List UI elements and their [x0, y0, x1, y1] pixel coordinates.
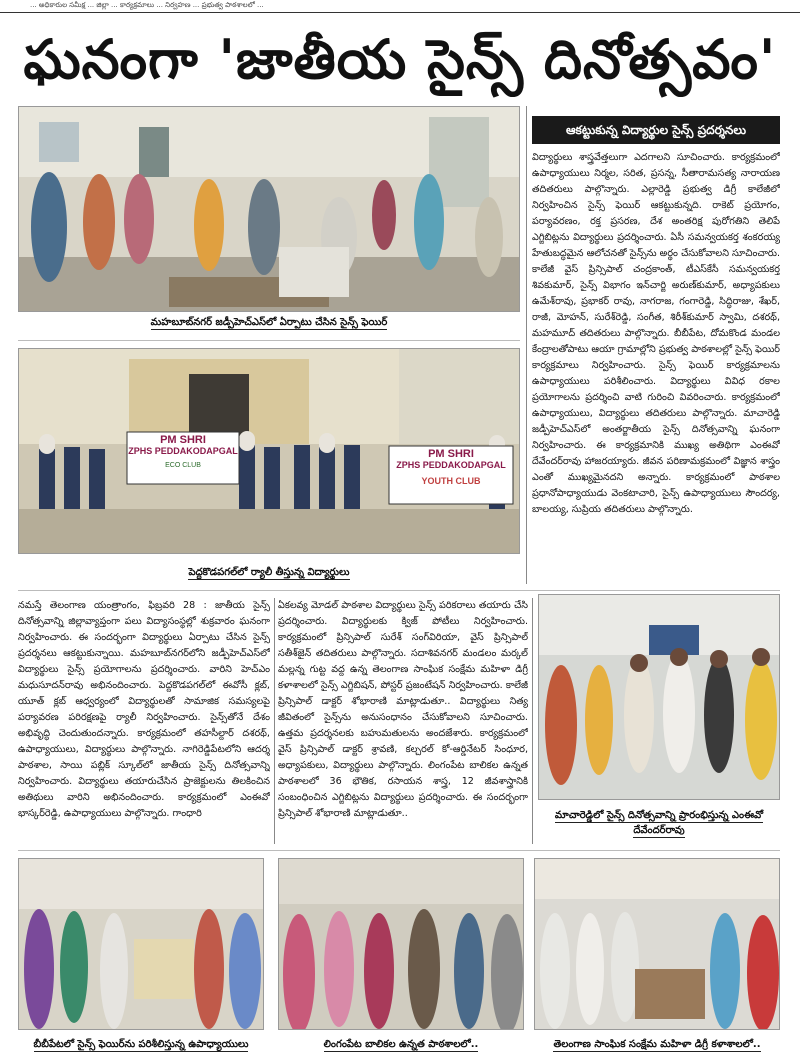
- article-middle-column: [278, 598, 528, 846]
- caption-photo3: [538, 808, 780, 838]
- banner-right-subtitle: ZPHS PEDDAKODAPGAL: [396, 460, 506, 470]
- top-strip: ... అధికారుల సమీక్ష ... జిల్లా ... కార్యక్రమాలు ... నిర్వహణ ... ప్రభుత్వ పాఠశాలలో ...: [30, 1, 264, 9]
- headline: ఘనంగా 'జాతీయ సైన్స్ దినోత్సవం': [23, 28, 777, 91]
- caption-photo6-text: తెలంగాణ సాంఘిక సంక్షేమ మహిళా డిగ్రీ కళాశాలలో..: [553, 1039, 761, 1050]
- caption-photo2: [18, 566, 520, 580]
- left-column-text: నమస్తే తెలంగాణ యంత్రాంగం, ఫిబ్రవరి 28 : జాతీయ సైన్స్ దినోత్సవాన్ని జిల్లావ్యాప్తంగా పలు విద్యాసంస్థల్లో శుక్రవారం ఘనంగా నిర్వహించారు. ఈ సందర్భంగా విద్యార్థులు ఏర్పాటు చేసిన సైన్స్ ప్రదర్శనలు ఆకట్టుకున్నాయి. మహబూబ్‌నగర్‌లోని జడ్పీహెచ్‌ఎస్‌లో విద్యార్థులు సైన్స్ ప్రయోగాలను ప్రదర్శించారు. వారిని హెచ్‌ఎం మధుసూదన్‌రావు అభినందించారు. పెద్దకొడపగల్‌లో ఈవోసీ క్లబ్, యూత్ క్లబ్ ఆధ్వర్యంలో విద్యార్థులతో సామాజిక సమస్యలపై పర్యావరణ పరిరక్షణపై ర్యాలీ నిర్వహించారు. సైన్స్‌తోనే దేశం అభివృద్ధి చెందుతుందన్నారు. కార్యక్రమంలో తహసీల్దార్ దశరథ్, ఉపాధ్యాయులు, విద్యార్థులు పాల్గొన్నారు. నాగిరెడ్డిపేటలోని ఆదర్శ పాఠశాల, సాయి పబ్లిక్ స్కూల్‌లో జాతీయ సైన్స్ దినోత్సవాన్ని నిర్వహించారు. విద్యార్థులు తయారుచేసిన ప్రాజెక్టులను తిలకించిన అతిథులు వారిని అభినందించారు. కార్యక్రమంలో ఎంఈవో భాస్కర్‌రెడ్డి, ఉపాధ్యాయులు పాల్గొన్నారు. గాంధారి: [18, 600, 270, 819]
- top-rule: [0, 12, 800, 13]
- right-column-text: విద్యార్థులు శాస్త్రవేత్తలుగా ఎదగాలని సూచించారు. కార్యక్రమంలో ఉపాధ్యాయులు నిర్మల, సరిత, ప్రసన్న, సీతారామసత్య నారాయణ తదితరులు పాల్గొన్నారు. ఎల్లారెడ్డి ప్రభుత్వ డిగ్రీ కాలేజీలో నిర్వహించిన సైన్స్ ఫెయిర్ ఆకట్టుకున్నది. రాకెట్ ప్రయోగం, పర్యావరణం, రక్త ప్రసరణ, దేశ అంతరిక్ష పురోగతిని తెలిపే ఎగ్జిబిట్లను విద్యార్థులు ప్రదర్శించారు. ఏసీ సమన్వయకర్త శంకరయ్య హేతుబద్ధమైన ఆలోచనతో సైన్స్‌ను అర్థం చేసుకోవాలని సూచించారు. కాలేజీ వైస్ ప్రిన్సిపాల్ చంద్రకాంత్, టీఎస్‌కేసీ సమన్వయకర్త శివకుమార్, సైన్స్ విభాగం ఇన్‌చార్జి అరుణ్‌కుమార్, అధ్యాపకులు ఉమేశ్‌రావు, ప్రభాకర్ రావు, నాగరాజ, గంగారెడ్డి, సిద్ధిరాజు, శేఖర్, రాజీ, మోహన్, సురేశ్‌రెడ్డి, సంగీత, శిరీశ్‌కుమార్ స్వామి, దశరథ్, మహమూద్ తదితరులు పాల్గొన్నారు. బీబీపేట, దోమకొండ మండల కేంద్రాలతోపాటు ఆయా గ్రామాల్లోని ప్రభుత్వ పాఠశాలల్లో సైన్స్ ఫెయిర్ కార్యక్రమాలు నిర్వహించారు. సైన్స్ ఫెయిర్ కార్యక్రమాలను ఉపాధ్యాయులు పరిశీలించారు. విద్యార్థులు వివిధ రకాల ప్రయోగాలను ప్రదర్శించి వాటి గురించి వివరించారు. కార్యక్రమంలో ఉపాధ్యాయులు, విద్యార్థులు తదితరులు పాల్గొన్నారు. మాచారెడ్డి జడ్పీహెచ్‌ఎస్‌లో అంతర్జాతీయ సైన్స్ దినోత్సవాన్ని ఘనంగా నిర్వహించారు. ఈ కార్యక్రమానికి ముఖ్య అతిథిగా ఎంఈవో దేవేందర్‌రావు హాజరయ్యారు. జీవన పరిణామక్రమంలో విజ్ఞాన శాస్త్రం ఎంతో ముఖ్యమైనదని అన్నారు. కార్యక్రమంలో పాఠశాల ప్రధానోపాధ్యాయుడు వెంకటాచారి, సైన్స్ ఉపాధ్యాయులు సౌందర్య, బాలయ్య, సుప్రియ తదితరులు పాల్గొన్నారు.: [532, 152, 780, 515]
- photo-bibipeta-image: [19, 859, 264, 1030]
- middle-column-text: ఏకలవ్య మోడల్ పాఠశాల విద్యార్థులు సైన్స్ పరికరాలు తయారు చేసి ప్రదర్శించారు. విద్యార్థులకు క్విజ్ పోటీలు నిర్వహించారు. కార్యక్రమంలో ప్రిన్సిపాల్ సురేశ్ సంగ్‌విరియా, వైస్ ప్రిన్సిపాల్ సతీశ్‌జైన్ తదితరులు పాల్గొన్నారు. సదాశివనగర్ మండలం మర్కల్ మల్లన్న గుట్ట వద్ద ఉన్న తెలంగాణ సాంఘిక సంక్షేమ మహిళా డిగ్రీ కళాశాలలో సైన్స్ ఎగ్జిబిషన్, పోస్టర్ ప్రజంటేషన్ నిర్వహించారు. కాలేజీ ప్రిన్సిపాల్ డాక్టర్ శోభారాణి మాట్లాడుతూ.. విద్యార్థులు నిత్య జీవితంలో సైన్స్‌ను అనుసంధానం చేసుకోవాలని సూచించారు. ఉత్తమ ప్రదర్శనలకు బహుమతులను అందజేశారు. కార్యక్రమంలో వైస్ ప్రిన్సిపాల్ డాక్టర్ శ్రావణి, కల్చరల్ కో-ఆర్డినేటర్ సింధూర, అధ్యాపకులు, విద్యార్థులు పాల్గొన్నారు. లింగంపేట బాలికల ఉన్నత పాఠశాలలో 36 భౌతిక, రసాయన శాస్త్ర, 12 జీవశాస్త్రానికి సంబంధించిన ఎగ్జిబిట్లను విద్యార్థులు ప్రదర్శించారు. ఈ సందర్భంగా ప్రిన్సిపాల్ శోభారాణి మాట్లాడుతూ..: [278, 600, 528, 819]
- photo-science-fair: [18, 106, 520, 312]
- photo-lingampet-image: [279, 859, 524, 1030]
- photo-science-fair-image: [19, 107, 520, 312]
- photo-rally: [18, 348, 520, 554]
- photo-degree-college: [534, 858, 780, 1030]
- photo-bibipeta: [18, 858, 264, 1030]
- article-left-column: [18, 598, 270, 846]
- caption-photo4-text: బీబీపేటలో సైన్స్ ఫెయిర్‌ను పరిశీలిస్తున్న ఉపాధ్యాయులు: [33, 1039, 249, 1050]
- column-divider-lower-1: [274, 598, 275, 844]
- banner-left-subtitle: ZPHS PEDDAKODAPGAL: [128, 446, 238, 456]
- rule-1: [18, 340, 520, 341]
- subheading: ఆకట్టుకున్న విద్యార్థుల సైన్స్ ప్రదర్శనలు: [532, 116, 780, 144]
- caption-photo3-text: మాచారెడ్డిలో సైన్స్ దినోత్సవాన్ని ప్రారంభిస్తున్న ఎంఈవో దేవేందర్‌రావు: [554, 810, 764, 836]
- caption-photo5-text: లింగంపేట బాలికల ఉన్నత పాఠశాలలో..: [323, 1039, 479, 1050]
- caption-photo2-text: పెద్దకొడపగల్‌లో ర్యాలీ తీస్తున్న విద్యార్థులు: [188, 567, 350, 578]
- banner-youth-club: [389, 448, 513, 486]
- caption-photo5: [278, 1038, 524, 1052]
- rule-2: [18, 590, 780, 591]
- banner-right-club: YOUTH CLUB: [421, 476, 481, 486]
- banner-left-title: PM SHRI: [160, 434, 206, 446]
- column-divider-top: [526, 106, 527, 584]
- rule-3: [18, 850, 780, 851]
- photo-macha-reddy: [538, 594, 780, 800]
- banner-eco-club: [127, 434, 239, 469]
- caption-photo1-text: మహబూబ్‌నగర్ జడ్పీహెచ్‌ఎస్‌లో ఏర్పాటు చేసిన సైన్స్ ఫెయిర్: [150, 317, 388, 328]
- banner-left-club: ECO CLUB: [165, 462, 201, 469]
- photo-macha-reddy-image: [539, 595, 780, 800]
- caption-photo6: [534, 1038, 780, 1052]
- photo-lingampet: [278, 858, 524, 1030]
- column-divider-lower-2: [532, 598, 533, 844]
- banner-right-title: PM SHRI: [428, 448, 474, 460]
- caption-photo1: [18, 316, 520, 330]
- caption-photo4: [18, 1038, 264, 1052]
- article-right-column: [532, 150, 780, 582]
- photo-degree-college-image: [535, 859, 780, 1030]
